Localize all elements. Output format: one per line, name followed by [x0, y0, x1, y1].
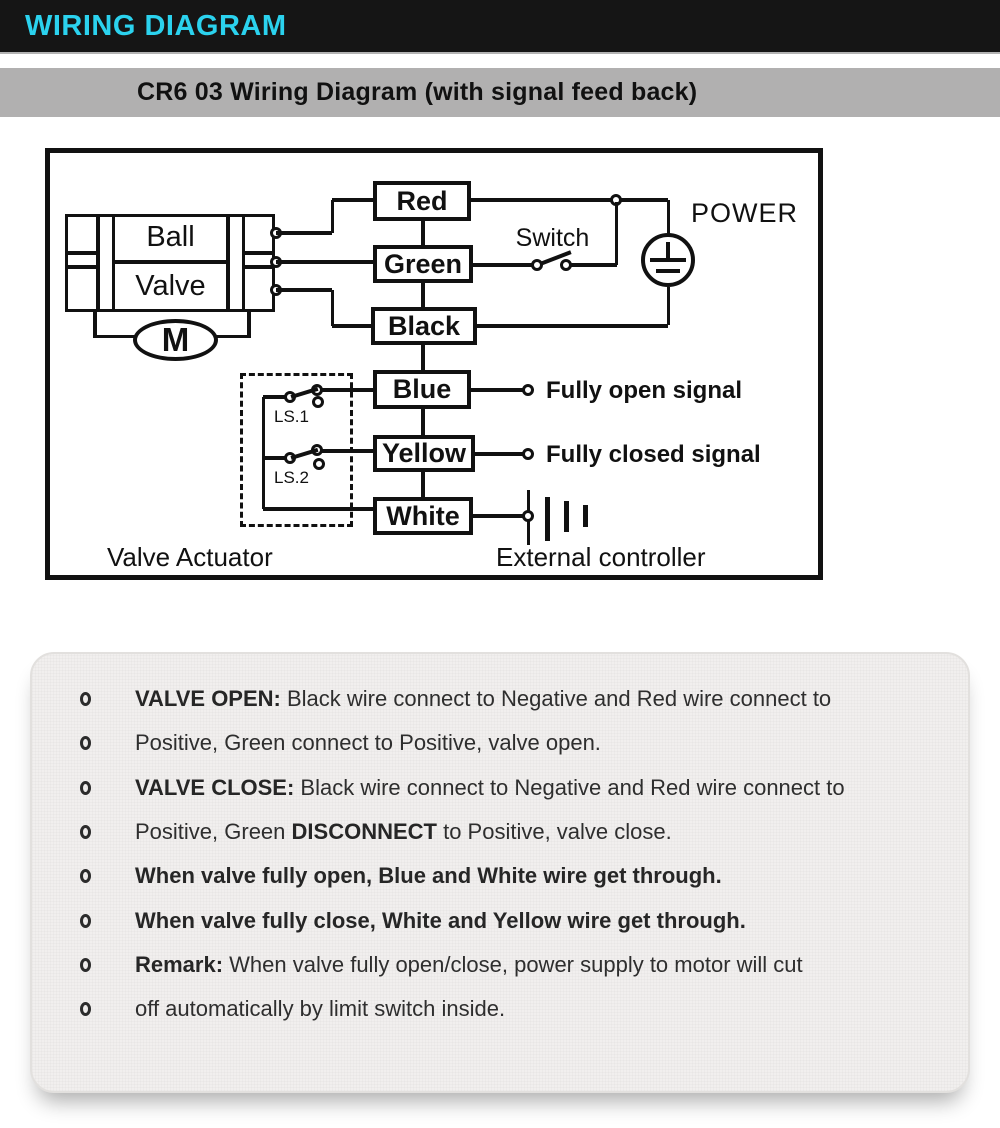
caption-external-controller: External controller	[496, 542, 706, 572]
power-label: POWER	[691, 198, 799, 228]
wire-box-yellow: Yellow	[373, 435, 475, 472]
wire	[263, 456, 285, 460]
bullet-icon	[80, 781, 91, 795]
note-bold: DISCONNECT	[291, 819, 437, 845]
valve-label-line2: Valve	[135, 270, 206, 302]
wire-box-black: Black	[371, 307, 477, 345]
wire	[473, 263, 532, 267]
note-bold: When valve fully open, Blue and White wire get through.	[135, 863, 722, 889]
wire	[263, 507, 373, 511]
wire	[276, 288, 332, 292]
note-bold: VALVE OPEN:	[135, 686, 281, 712]
ls2-label: LS.2	[274, 468, 309, 487]
note-row	[32, 677, 968, 721]
connector-bar-icon	[545, 497, 550, 541]
wire	[471, 198, 668, 202]
signal-terminal-icon	[522, 510, 534, 522]
wire	[332, 324, 373, 328]
ls1-contact-icon	[312, 396, 324, 408]
open-signal-label: Fully open signal	[546, 377, 743, 404]
note-row	[32, 943, 968, 987]
wiring-diagram	[45, 148, 823, 580]
note-text: Black wire connect to Negative and Red wire connect to	[280, 686, 832, 712]
connector-bar-icon	[564, 501, 569, 532]
power-source-icon	[641, 233, 695, 287]
note-text: When valve fully open/close, power supply to motor will cut	[223, 951, 803, 977]
caption-valve-actuator: Valve Actuator	[107, 542, 273, 572]
wire	[571, 263, 617, 267]
valve-flange-line	[96, 214, 100, 312]
wire	[421, 345, 425, 370]
wire	[262, 397, 266, 509]
wire	[477, 324, 668, 328]
note-text: off automatically by limit switch inside.	[135, 996, 506, 1022]
valve-flange-line	[242, 214, 246, 312]
wire	[421, 283, 425, 307]
wire	[322, 449, 373, 453]
note-row	[32, 987, 968, 1031]
wire	[331, 200, 335, 233]
signal-terminal-icon	[522, 448, 534, 460]
wire-box-blue: Blue	[373, 370, 471, 409]
wire-box-red: Red	[373, 181, 471, 221]
closed-signal-label: Fully closed signal	[546, 441, 761, 468]
wire	[421, 221, 425, 245]
valve-label-line1: Ball	[146, 221, 195, 253]
motor-icon: M	[133, 319, 218, 361]
page-title: WIRING DIAGRAM	[25, 9, 287, 42]
note-row	[32, 766, 968, 810]
note-text: Positive, Green	[135, 819, 292, 845]
subtitle-bar	[0, 68, 1000, 117]
note-row	[32, 810, 968, 854]
valve-port-line	[245, 251, 275, 255]
note-bold: VALVE CLOSE:	[135, 774, 295, 800]
ls2-contact-icon	[313, 458, 325, 470]
connector-bar-icon	[583, 505, 588, 527]
note-bold: Remark:	[135, 951, 224, 977]
wire	[667, 287, 671, 325]
ls1-label: LS.1	[274, 407, 309, 426]
wire-box-green: Green	[373, 245, 473, 283]
wire	[322, 388, 373, 392]
valve-flange-line	[226, 214, 230, 312]
switch-label: Switch	[515, 224, 590, 252]
bullet-icon	[80, 958, 91, 972]
subtitle-text: CR6 03 Wiring Diagram (with signal feed back)	[137, 78, 698, 106]
bullet-icon	[80, 914, 91, 928]
note-row	[32, 898, 968, 942]
bullet-icon	[80, 736, 91, 750]
valve-port-line	[65, 251, 96, 255]
bullet-icon	[80, 1002, 91, 1016]
notes-panel	[30, 652, 970, 1093]
signal-terminal-icon	[522, 384, 534, 396]
note-row	[32, 854, 968, 898]
note-text: to Positive, valve close.	[436, 819, 672, 845]
wire	[331, 290, 335, 326]
wire-box-white: White	[373, 497, 473, 535]
wire	[471, 388, 523, 392]
note-bold: When valve fully close, White and Yellow wire get through.	[135, 907, 746, 933]
note-text: Positive, Green connect to Positive, valve open.	[135, 730, 601, 756]
valve-port-line	[65, 265, 96, 269]
bullet-icon	[80, 825, 91, 839]
note-text: Black wire connect to Negative and Red wire connect to	[294, 774, 845, 800]
wire	[421, 472, 425, 497]
wire	[263, 395, 285, 399]
wire	[276, 231, 332, 235]
wire	[276, 260, 373, 264]
wire	[473, 514, 523, 518]
header-bar	[0, 0, 1000, 52]
bullet-icon	[80, 692, 91, 706]
header-divider	[0, 52, 1000, 54]
wire	[667, 200, 671, 234]
note-row	[32, 721, 968, 765]
wire	[615, 202, 619, 265]
bullet-icon	[80, 869, 91, 883]
wire	[332, 198, 373, 202]
wire	[475, 452, 523, 456]
wire	[421, 409, 425, 435]
